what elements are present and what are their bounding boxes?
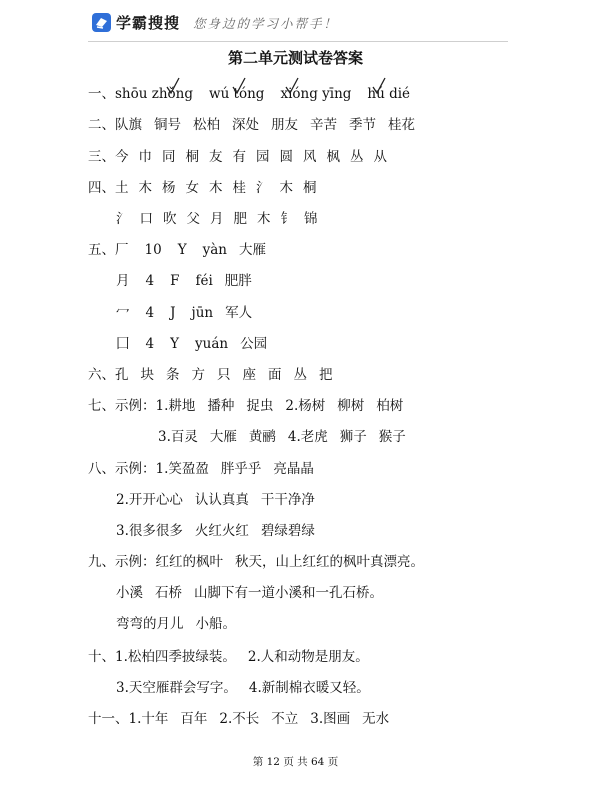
- section-1: [88, 82, 410, 102]
- pinyin: jūn: [191, 305, 214, 321]
- answer-item: 面: [268, 367, 282, 383]
- answer-item: 1.十年: [128, 711, 169, 727]
- answer-item: 女: [185, 180, 199, 196]
- section-7-row-2: [158, 425, 406, 445]
- answer-item: 吹: [163, 211, 177, 227]
- answer-item: 杨: [162, 180, 176, 196]
- radical: 厂: [115, 242, 129, 258]
- answer-item: 柳树: [337, 398, 365, 414]
- answer-item: 2.不长: [219, 711, 260, 727]
- answer-item: 丛: [293, 367, 307, 383]
- answer-item: 方: [191, 367, 205, 383]
- section-4-row-2: [116, 207, 318, 227]
- answer-item: 播种: [207, 398, 235, 414]
- answer-item: 锦: [304, 211, 318, 227]
- answer-item: 把: [319, 367, 333, 383]
- answer-item: 枫: [326, 149, 340, 165]
- answer-item: 2.人和动物是朋友。: [247, 649, 369, 665]
- answer-item: 3.图画: [310, 711, 351, 727]
- index-letter: Y: [170, 336, 180, 352]
- answer-item: 木: [209, 180, 223, 196]
- answer-item: 1.松柏四季披绿装。: [115, 649, 236, 665]
- index-letter: F: [170, 273, 180, 289]
- answer-item: 认认真真: [194, 492, 249, 508]
- answer-item: 桂花: [388, 117, 415, 133]
- answer-item: 松柏: [193, 117, 220, 133]
- answer-item: 干干净净: [260, 492, 315, 508]
- answer-item: 火红火红: [194, 523, 249, 539]
- answer-item: 只: [217, 367, 231, 383]
- answer-item: 口: [139, 211, 153, 227]
- section-label: 二、: [88, 117, 115, 133]
- section-label: 八、示例：: [88, 461, 156, 477]
- answer-item: 巾: [138, 149, 152, 165]
- answer-item: 不立: [271, 711, 299, 727]
- checkmark-icon: [284, 76, 300, 96]
- answer-item: 胖乎乎: [220, 461, 262, 477]
- section-label: 六、: [88, 367, 115, 383]
- page-title: 第二单元测试卷答案: [227, 49, 363, 67]
- section-2: [88, 113, 415, 133]
- radical: 囗: [116, 336, 130, 352]
- answer-item: 3.百灵: [158, 429, 198, 445]
- answer-item: 2.杨树: [285, 398, 326, 414]
- brand-slogan: 您身边的学习小帮手！: [193, 16, 339, 31]
- section-8-row-3: [116, 519, 315, 539]
- section-label: 五、: [88, 242, 115, 258]
- answer-item: 亮晶晶: [273, 461, 314, 477]
- answer-item: 座: [242, 367, 256, 383]
- answer-item: 大雁: [209, 429, 237, 445]
- section-9-row-3: [116, 612, 236, 632]
- answer-item: 今: [115, 149, 129, 165]
- section-9-row-1: [88, 550, 424, 570]
- answer-item: 从: [373, 149, 387, 165]
- answer-item: 深处: [232, 117, 259, 133]
- section-10-row-2: [116, 676, 370, 696]
- answer-item: 柏树: [376, 398, 404, 414]
- section-label: 九、示例：: [88, 554, 156, 570]
- checkmark-icon: [165, 76, 181, 96]
- section-9-row-2: [116, 581, 383, 601]
- section-8-row-2: [116, 488, 315, 508]
- header-divider: [88, 41, 508, 42]
- answer-item: 1.耕地: [155, 398, 196, 414]
- answer-item: 辛苦: [310, 117, 337, 133]
- answer-item: shōu zhǒng: [115, 86, 194, 102]
- pinyin: féi: [195, 273, 213, 289]
- section-label: 三、: [88, 149, 115, 165]
- section-5-row-3: [116, 301, 252, 321]
- answer-item: 孔: [115, 367, 129, 383]
- answer-item: 无水: [362, 711, 390, 727]
- answer-item: 同: [162, 149, 176, 165]
- section-10-row-1: [88, 645, 369, 665]
- section-5-row-4: [116, 332, 267, 352]
- brand-logo-icon: [92, 13, 111, 32]
- section-5-row-1: [88, 238, 266, 258]
- answer-item: 桐: [185, 149, 199, 165]
- answer-item: 氵: [116, 211, 130, 227]
- answer-item: 桂: [232, 180, 246, 196]
- answer-item: wú tóng: [209, 86, 265, 102]
- brand-name: 学霸搜搜: [116, 14, 181, 32]
- answer-item: 木: [138, 180, 152, 196]
- answer-item: 秋天，山上红红的枫叶真漂亮。: [235, 554, 424, 570]
- answer-item: 桐: [303, 180, 317, 196]
- page-number-footer: 第 12 页 共 64 页: [252, 756, 339, 768]
- word: 公园: [240, 336, 268, 352]
- answer-item: 友: [209, 149, 223, 165]
- answer-item: 百年: [180, 711, 208, 727]
- answer-item: 1.笑盈盈: [155, 461, 209, 477]
- answer-item: 狮子: [339, 429, 367, 445]
- section-3: [88, 145, 387, 165]
- answer-item: 月: [210, 211, 224, 227]
- answer-item: 4.老虎: [287, 429, 328, 445]
- answer-item: 弯弯的月儿: [116, 616, 184, 632]
- answer-item: 季节: [349, 117, 376, 133]
- stroke-count: 4: [145, 305, 155, 321]
- section-5-row-2: [116, 269, 252, 289]
- answer-item: 3.天空雁群会写字。: [116, 680, 237, 696]
- checkmark-icon: [231, 76, 247, 96]
- answer-item: 块: [140, 367, 154, 383]
- answer-item: 圆: [279, 149, 293, 165]
- answer-item: 石桥: [155, 585, 182, 601]
- answer-item: 黄鹂: [248, 429, 276, 445]
- radical: 冖: [116, 305, 130, 321]
- answer-item: 3.很多很多: [116, 523, 183, 539]
- answer-item: 2.开开心心: [116, 492, 183, 508]
- section-4-row-1: [88, 176, 317, 196]
- checkmark-icon: [371, 76, 387, 96]
- word: 大雁: [238, 242, 266, 258]
- section-11: [88, 707, 389, 727]
- section-7-row-1: [88, 394, 403, 414]
- answer-item: 木: [279, 180, 293, 196]
- answer-item: 朋友: [271, 117, 298, 133]
- answer-item: 4.新制棉衣暖又轻。: [248, 680, 370, 696]
- radical: 月: [116, 273, 130, 289]
- section-6: [88, 363, 333, 383]
- answer-item: hú dié: [367, 86, 411, 102]
- section-label: 四、: [88, 180, 115, 196]
- index-letter: Y: [177, 242, 187, 258]
- answer-item: 氵: [256, 180, 270, 196]
- answer-item: 土: [115, 180, 129, 196]
- answer-item: 碧绿碧绿: [260, 523, 315, 539]
- answer-item: 条: [166, 367, 180, 383]
- page-header: [0, 0, 591, 44]
- answer-item: 铜号: [154, 117, 181, 133]
- answer-item: 小溪: [116, 585, 143, 601]
- answer-item: xióng yīng: [280, 86, 352, 102]
- section-label: 十、: [88, 649, 115, 665]
- index-letter: J: [170, 305, 176, 321]
- answer-item: 小船。: [195, 616, 236, 632]
- answer-item: 队旗: [115, 117, 142, 133]
- answer-item: 肥: [233, 211, 247, 227]
- pinyin: yàn: [202, 242, 227, 258]
- answer-item: 山脚下有一道小溪和一孔石桥。: [194, 585, 383, 601]
- answer-item: 猴子: [378, 429, 406, 445]
- section-label: 十一、: [88, 711, 129, 727]
- answer-item: 园: [256, 149, 270, 165]
- section-label: 七、示例：: [88, 398, 156, 414]
- answer-item: 父: [186, 211, 200, 227]
- stroke-count: 10: [144, 242, 162, 258]
- answer-item: 红红的枫叶: [155, 554, 223, 570]
- answer-item: 丛: [350, 149, 364, 165]
- answer-item: 风: [303, 149, 317, 165]
- section-8-row-1: [88, 457, 314, 477]
- answer-item: 钅: [280, 211, 294, 227]
- section-label: 一、: [88, 86, 115, 102]
- word: 军人: [225, 305, 253, 321]
- answer-item: 捉虫: [246, 398, 274, 414]
- answer-item: 木: [257, 211, 271, 227]
- pinyin: yuán: [195, 336, 229, 352]
- stroke-count: 4: [145, 336, 155, 352]
- stroke-count: 4: [145, 273, 155, 289]
- answer-item: 有: [232, 149, 246, 165]
- word: 肥胖: [224, 273, 252, 289]
